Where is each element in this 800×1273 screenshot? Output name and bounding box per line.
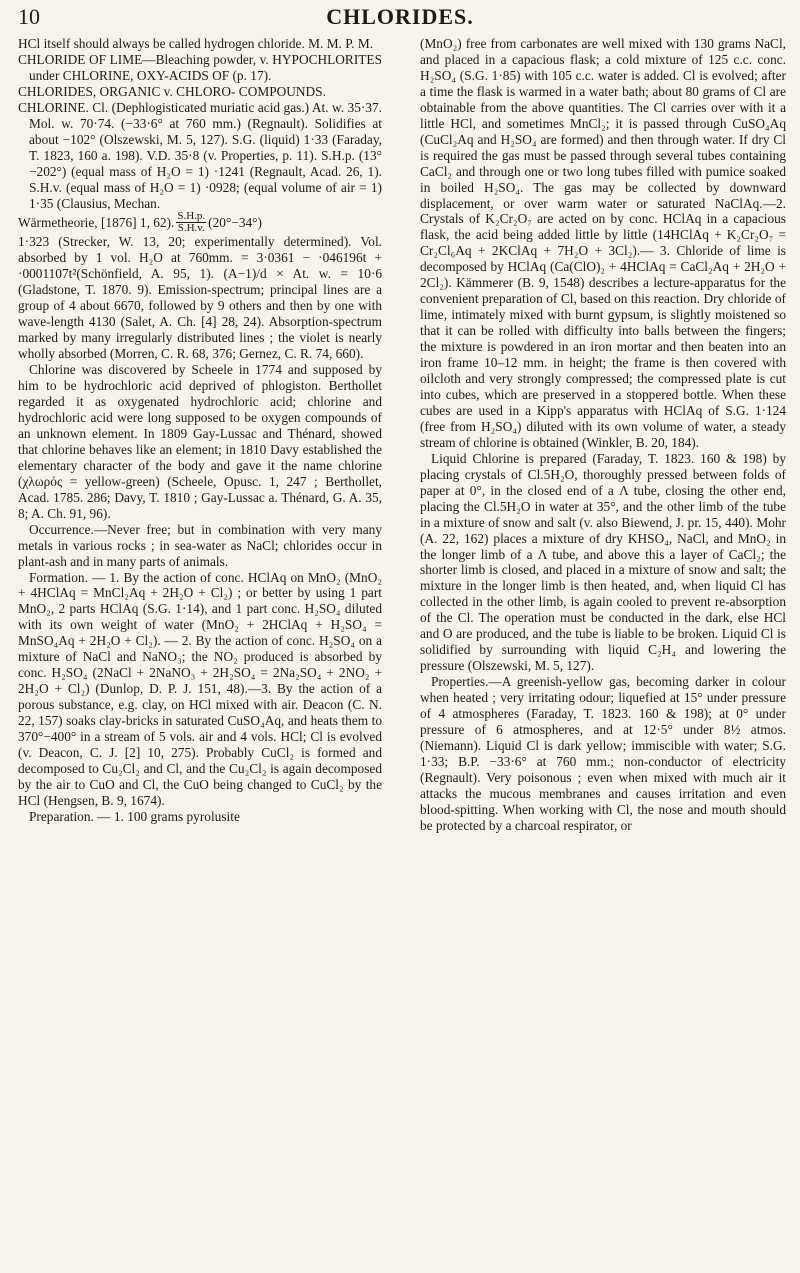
dictionary-entry: CHLORIDES, ORGANIC v. CHLORO- COMPOUNDS.: [18, 83, 326, 99]
paragraph: HCl itself should always be called hydrogen chloride. M. M. P. M.: [18, 36, 374, 51]
paragraph: 1·323 (Strecker, W. 13, 20; experimentally determined). Vol. absorbed by 1 vol. H₂O at 760mm. = 3·0361 − ·046196t + ·0001107t²(Schönfield, A. 95, 1). (A−1)/d × At. w. = 10·6 (Gladstone, T. 1870. 9). Emission-spectrum; principal lines are a group of 4 about 6670, followed by 9 others and then by one with wave-length 4130 (Salet, A. Ch. [4] 28, 24). Absorption-spectrum marked by many irregularly distributed lines ; the violet is nearly wholly absorbed (Morren, C. R. 68, 376; Gernez, C. R. 74, 660).: [18, 234, 382, 362]
ratio-numerator: S.H.p.: [177, 210, 206, 223]
paragraph: Liquid Chlorine is prepared (Faraday, T. 1823. 160 & 198) by placing crystals of Cl.5H₂O, thoroughly pressed between folds of paper at 0°, in the closed end of a Λ tube, closing the other end, placing the Cl.5H₂O in water at 35°, and the other limb of the tube in a mixture of snow and salt (v. also Biewend, J. pr. 15, 440). Mohr (A. 22, 162) places a mixture of dry KHSO₄, NaCl, and MnO₂ in the longer limb of a Λ tube, and above this a layer of CaCl₂; the shorter limb is closed, and placed in a mixture of snow and salt; the mixture in the longer limb is then heated, and, when liquid Cl has collected in the other limb, is again cooled to prevent re-absorption of the Cl. The operation must be conducted in the dark, else HCl and O are produced, and the tube is liable to be broken. Liquid Cl is solidified by surrounding with liquid C₂H₄ and lowering the pressure (Olszewski, M. 5, 127).: [420, 450, 786, 674]
running-title: CHLORIDES.: [326, 4, 474, 29]
paragraph: (MnO₂) free from carbonates are well mixed with 130 grams NaCl, and placed in a capacious flask; a cold mixture of 125 c.c. conc. H₂SO₄ (S.G. 1·85) with 105 c.c. water is added. Cl is evolved; after a time the flask is warmed in a water bath; about 80 grams of Cl are obtainable from the above quantities. The Cl carries over with it a little HCl, and sometimes MnCl₂; it is passed through CuSO₄Aq (CuCl₂Aq and H₂SO₄ are formed) and then through water. If dry Cl is required the gas must be passed through several tubes containing CaCl₂ and through one or two long tubes filled with pumice soaked in boiled H₂SO₄. The gas may be collected by downward displacement, or over warm water or saturated NaClAq.—2. Crystals of K₂Cr₂O₇ are acted on by conc. HClAq in a capacious flask, the acid being added little by little (14HClAq + K₂Cr₂O₇ = Cr₂Cl₆Aq + 2KClAq + 7H₂O + 3Cl₂).— 3. Chloride of lime is decomposed by HClAq (Ca(ClO)₂ + 4HClAq = CaCl₂Aq + 2H₂O + 2Cl₂). Kämmerer (B. 9, 1548) describes a lecture-apparatus for the convenient preparation of Cl, based on this reaction. Dry chloride of lime, intimately mixed with burnt gypsum, is slightly moistened so that it can be rolled with difficulty into balls between the fingers; the mixture is powdered in an iron mortar and then beaten into an iron frame 10–12 mm. in height; the frame is then covered with oilcloth and very strongly compressed; the compressed plate is cut into cubes, which are preserved in a stoppered bottle. When these cubes are used in a Kipp's apparatus with HClAq of S.G. 1·124 (free from H₂SO₄) diluted with its own volume of water, a steady stream of chlorine is obtained (Winkler, B. 20, 184).: [420, 36, 786, 450]
right-column: [420, 36, 786, 834]
dictionary-entry: CHLORINE. Cl. (Dephlogisticated muriatic acid gas.) At. w. 35·37. Mol. w. 70·74. (−33·6° at 760 mm.) (Regnault). Solidifies at about −102° (Olszewski, M. 5, 127). S.G. (liquid) 1·33 (Faraday, T. 1823, 160 a. 198). V.D. 35·8 (v. Properties, p. 11). S.H.p. (13°−202°) (equal mass of H₂O = 1) ·1241 (Regnault, Acad. 26, 1). S.H.v. (equal mass of H₂O = 1) ·0928; (equal volume of air = 1) 1·35 (Clausius, Mechan.: [18, 99, 382, 211]
ratio-prefix: Wärmetheorie, [1876] 1, 62).: [18, 215, 175, 230]
left-column: [18, 36, 382, 825]
ratio-denominator: S.H.v.: [177, 222, 205, 235]
paragraph: Preparation. — 1. 100 grams pyrolusite: [29, 808, 240, 824]
paragraph: Properties.—A greenish-yellow gas, becoming darker in colour when heated ; very irritating odour; liquefied at 15° under pressure of 4 atmospheres (Faraday, T. 1823. 160 & 198); at 0° under pressure of 6 atmospheres, and at 12·5° under 8½ atmos. (Niemann). Liquid Cl is dark yellow; immiscible with water; S.G. 1·33; B.P. −33·6° at 760 mm.; non-conductor of electricity (Regnault). Very poisonous ; even when mixed with much air it attacks the mucous membranes and causes irritation and even blood-spitting. When working with Cl, the nose and mouth should be protected by a charcoal respirator, or: [420, 674, 786, 833]
paragraph: Occurrence.—Never free; but in combination with very many metals in various rocks ; in sea-water as NaCl; chlorides occur in plant-ash and in many parts of animals.: [18, 521, 382, 569]
ratio-fraction: [176, 211, 206, 234]
dictionary-entry: CHLORIDE OF LIME—Bleaching powder, v. HYPOCHLORITES under CHLORINE, OXY-ACIDS OF (p. 17).: [18, 51, 382, 83]
paragraph: Chlorine was discovered by Scheele in 1774 and supposed by him to be hydrochloric acid deprived of phlogiston. Berthollet regarded it as oxygenated hydrochloric acid; chlorine and hydrochloric acid were long supposed to be oxygen compounds of an unknown element. In 1809 Gay-Lussac and Thénard, showed that chlorine behaves like an element; in 1810 Davy established the elementary character of the body and gave it the name chlorine (χλωρός = yellow-green) (Scheele, Opusc. 1, 247 ; Berthollet, Acad. 1785. 286; Davy, T. 1810 ; Gay-Lussac a. Thénard, G. A. 35, 8; A. Ch. 91, 96).: [18, 362, 382, 521]
paragraph: Formation. — 1. By the action of conc. HClAq on MnO₂ (MnO₂ + 4HClAq = MnCl₂Aq + 2H₂O + Cl₂) ; or better by using 1 part MnO₂, 2 parts HClAq (S.G. 1·14), and 1 part conc. H₂SO₄ diluted with its own weight of water (MnO₂ + 2HClAq + H₂SO₄ = MnSO₄Aq + 2H₂O + Cl₂). — 2. By the action of conc. H₂SO₄ on a mixture of NaCl and NaNO₃; the NO₂ produced is absorbed by conc. H₂SO₄ (2NaCl + 2NaNO₃ + 2H₂SO₄ = 2Na₂SO₄ + 2NO₂ + 2H₂O + Cl₂) (Dunlop, D. P. J. 151, 48).—3. By the action of a porous substance, e.g. clay, on HCl mixed with air. Deacon (C. N. 22, 157) soaks clay-bricks in saturated CuSO₄Aq, and heats them to 370°−400° in a stream of 5 vols. air and 4 vols. HCl; Cl is evolved (v. Deacon, C. J. [2] 10, 275). Probably CuCl₂ is formed and decomposed to Cu₂Cl₂ and Cl, and the Cu₂Cl₂ is again decomposed by the air to CuO and Cl, the CuO being changed to CuCl₂ by the HCl (Hengsen, B. 9, 1674).: [18, 569, 382, 808]
ratio-line: [18, 211, 382, 234]
running-header: [18, 4, 782, 32]
ratio-suffix: (20°−34°): [208, 215, 262, 230]
page-number: 10: [18, 4, 40, 29]
